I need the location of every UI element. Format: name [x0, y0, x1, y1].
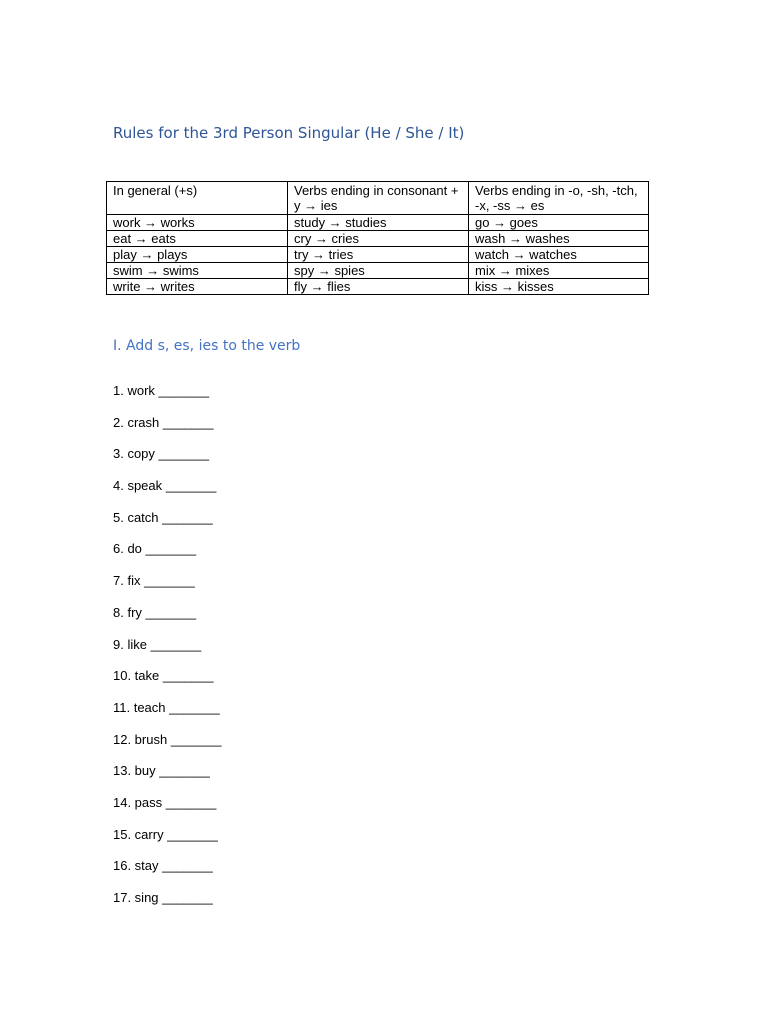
table-cell: work → works — [107, 215, 288, 231]
exercise-item: 17. sing _______ — [113, 890, 213, 905]
page-title: Rules for the 3rd Person Singular (He / She / It) — [113, 124, 465, 142]
table-cell: fly → flies — [288, 279, 469, 295]
exercise-item: 15. carry _______ — [113, 826, 218, 842]
exercise-item: 8. fry _______ — [113, 604, 197, 620]
table-cell: cry → cries — [288, 231, 469, 247]
exercise-item: 12. brush _______ — [113, 731, 222, 747]
exercise-item: 16. stay _______ — [113, 858, 213, 874]
exercise-list — [113, 383, 221, 922]
table-row — [107, 215, 649, 231]
exercise-item: 14. pass _______ — [113, 794, 217, 810]
table-header-cell: Verbs ending in -o, -sh, -tch, -x, -ss → es — [469, 182, 649, 215]
exercise-item: 7. fix _______ — [113, 573, 195, 589]
table-cell: wash → washes — [469, 231, 649, 247]
table-cell: study → studies — [288, 215, 469, 231]
exercise-item: 11. teach _______ — [113, 699, 220, 715]
exercise-item: 6. do _______ — [113, 541, 197, 557]
table-cell: try → tries — [288, 247, 469, 263]
table-cell: watch → watches — [469, 247, 649, 263]
exercise-item: 2. crash _______ — [113, 414, 214, 430]
exercise-item: 10. take _______ — [113, 668, 214, 684]
table-row — [107, 263, 649, 279]
table-cell: spy → spies — [288, 263, 469, 279]
exercise-item: 1. work _______ — [113, 383, 210, 398]
table-cell: kiss → kisses — [469, 279, 649, 295]
table-header-cell: In general (+s) — [107, 182, 288, 215]
table-cell: play → plays — [107, 247, 288, 263]
table-row — [107, 279, 649, 295]
exercise-item: 9. like _______ — [113, 636, 202, 652]
table-cell: mix → mixes — [469, 263, 649, 279]
exercise-item: 5. catch _______ — [113, 509, 213, 525]
table-header-row — [107, 182, 649, 215]
section-heading: I. Add s, es, ies to the verb — [113, 338, 301, 354]
exercise-item: 3. copy _______ — [113, 446, 210, 462]
table-cell: eat → eats — [107, 231, 288, 247]
exercise-item: 4. speak _______ — [113, 478, 217, 494]
table-header-cell: Verbs ending in consonant + y → ies — [288, 182, 469, 215]
exercise-item: 13. buy _______ — [113, 763, 210, 779]
table-cell: swim → swims — [107, 263, 288, 279]
rules-table — [106, 181, 649, 295]
table-row — [107, 231, 649, 247]
table-cell: write → writes — [107, 279, 288, 295]
table-cell: go → goes — [469, 215, 649, 231]
table-row — [107, 247, 649, 263]
